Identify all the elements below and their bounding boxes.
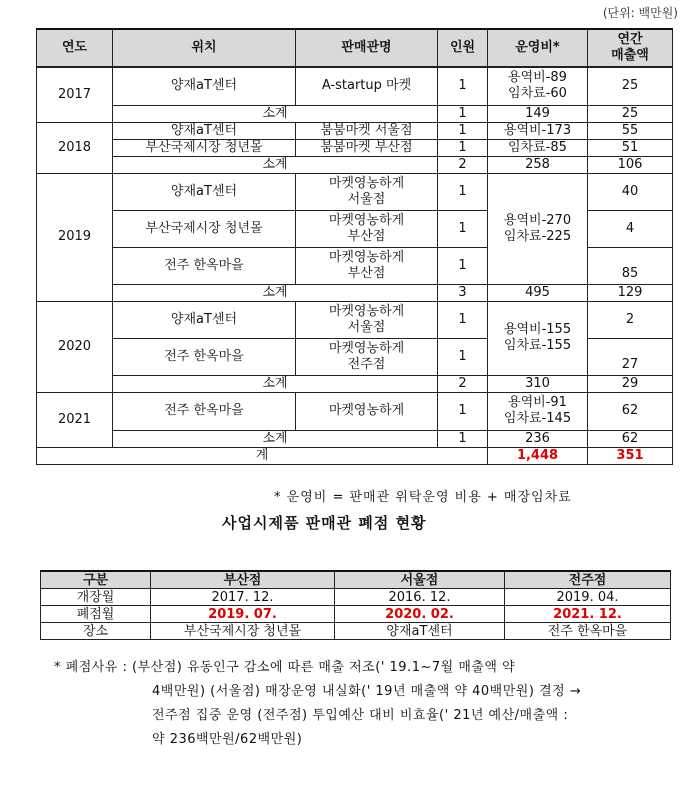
header-year: 연도 <box>37 29 113 67</box>
table-row <box>41 606 671 623</box>
table-header-row <box>37 29 673 67</box>
opcost-cell: 310 <box>488 375 588 392</box>
opcost-cell: 495 <box>488 284 588 301</box>
staff-cell: 1 <box>438 210 488 247</box>
header-category: 구분 <box>41 571 151 589</box>
sales-cell: 4 <box>588 210 673 247</box>
reason-line: 4백만원) (서울점) 매장운영 내실화(' 19년 매출액 약 40백만원) 결정 → <box>152 684 582 699</box>
location-cell: 부산국제시장 청년몰 <box>113 210 296 247</box>
staff-cell: 2 <box>438 156 488 173</box>
staff-cell: 1 <box>438 430 488 447</box>
busan-cell: 2017. 12. <box>151 589 335 606</box>
year-cell: 2019 <box>37 173 113 301</box>
header-seoul: 서울점 <box>335 571 505 589</box>
sales-cell: 55 <box>588 122 673 139</box>
shop-cell: 마켓영농하게 서울점 <box>296 301 438 338</box>
opcost-cell: 258 <box>488 156 588 173</box>
total-sales: 351 <box>588 447 673 464</box>
table-row <box>41 623 671 640</box>
seoul-cell: 양재aT센터 <box>335 623 505 640</box>
operation-table <box>36 28 673 465</box>
opcost-cell: 용역비-91 임차료-145 <box>488 392 588 430</box>
header-sales: 연간 매출액 <box>588 29 673 67</box>
location-cell: 전주 한옥마을 <box>113 247 296 284</box>
row-label: 폐점월 <box>41 606 151 623</box>
location-cell: 전주 한옥마을 <box>113 338 296 375</box>
header-shop: 판매관명 <box>296 29 438 67</box>
table-row <box>37 122 673 139</box>
jeonju-cell: 전주 한옥마을 <box>505 623 671 640</box>
seoul-cell: 2020. 02. <box>335 606 505 623</box>
header-opcost: 운영비* <box>488 29 588 67</box>
staff-cell: 1 <box>438 139 488 156</box>
table-row <box>41 589 671 606</box>
subtotal-label: 소계 <box>113 375 438 392</box>
subtotal-label: 소계 <box>113 105 438 122</box>
header-location: 위치 <box>113 29 296 67</box>
subtotal-label: 소계 <box>113 284 438 301</box>
opcost-footnote: * 운영비 = 판매관 위탁운영 비용 + 매장임차료 <box>274 490 572 505</box>
reason-line: 전주점 집중 운영 (전주점) 투입예산 대비 비효율(' 21년 예산/매출액 : <box>152 708 569 723</box>
table-row <box>37 392 673 430</box>
staff-cell: 1 <box>438 338 488 375</box>
subtotal-row <box>37 105 673 122</box>
table-row <box>37 67 673 105</box>
staff-cell: 1 <box>438 67 488 105</box>
sales-cell: 129 <box>588 284 673 301</box>
subtotal-row <box>37 284 673 301</box>
sales-cell: 62 <box>588 430 673 447</box>
subtotal-row <box>37 375 673 392</box>
opcost-cell: 용역비-270 임차료-225 <box>488 173 588 284</box>
shop-cell: 붐붐마켓 부산점 <box>296 139 438 156</box>
staff-cell: 1 <box>438 105 488 122</box>
location-cell: 양재aT센터 <box>113 173 296 210</box>
busan-cell: 부산국제시장 청년몰 <box>151 623 335 640</box>
location-cell: 양재aT센터 <box>113 67 296 105</box>
opcost-cell: 용역비-155 임차료-155 <box>488 301 588 375</box>
sales-cell: 51 <box>588 139 673 156</box>
sales-cell: 106 <box>588 156 673 173</box>
section-title: 사업시제품 판매관 폐점 현황 <box>222 514 427 532</box>
jeonju-cell: 2021. 12. <box>505 606 671 623</box>
sales-cell: 62 <box>588 392 673 430</box>
header-jeonju: 전주점 <box>505 571 671 589</box>
opcost-cell: 용역비-173 <box>488 122 588 139</box>
sales-cell: 25 <box>588 105 673 122</box>
year-cell: 2020 <box>37 301 113 392</box>
reason-line: 약 236백만원/62백만원) <box>152 732 303 747</box>
subtotal-label: 소계 <box>113 156 438 173</box>
opcost-cell: 용역비-89 임차료-60 <box>488 67 588 105</box>
subtotal-row <box>37 430 673 447</box>
total-row <box>37 447 673 464</box>
staff-cell: 1 <box>438 247 488 284</box>
year-cell: 2018 <box>37 122 113 173</box>
year-cell: 2017 <box>37 67 113 122</box>
header-staff: 인원 <box>438 29 488 67</box>
header-busan: 부산점 <box>151 571 335 589</box>
sales-cell: 40 <box>588 173 673 210</box>
subtotal-label: 소계 <box>113 430 438 447</box>
location-cell: 전주 한옥마을 <box>113 392 296 430</box>
staff-cell: 3 <box>438 284 488 301</box>
shop-cell: 마켓영농하게 부산점 <box>296 247 438 284</box>
sales-cell: 25 <box>588 67 673 105</box>
location-cell: 양재aT센터 <box>113 301 296 338</box>
row-label: 개장월 <box>41 589 151 606</box>
shop-cell: 붐붐마켓 서울점 <box>296 122 438 139</box>
shop-cell: 마켓영농하게 전주점 <box>296 338 438 375</box>
staff-cell: 1 <box>438 122 488 139</box>
opcost-cell: 임차료-85 <box>488 139 588 156</box>
closure-reason <box>54 656 674 752</box>
staff-cell: 2 <box>438 375 488 392</box>
shop-cell: A-startup 마켓 <box>296 67 438 105</box>
closure-header-row <box>41 571 671 589</box>
table-row <box>37 301 673 338</box>
year-cell: 2021 <box>37 392 113 447</box>
shop-cell: 마켓영농하게 서울점 <box>296 173 438 210</box>
reason-line: * 폐점사유 : (부산점) 유동인구 감소에 따른 매출 저조(' 19.1~7월 매출액 약 <box>54 660 516 675</box>
seoul-cell: 2016. 12. <box>335 589 505 606</box>
opcost-cell: 149 <box>488 105 588 122</box>
opcost-cell: 236 <box>488 430 588 447</box>
sales-cell: 29 <box>588 375 673 392</box>
busan-cell: 2019. 07. <box>151 606 335 623</box>
shop-cell: 마켓영농하게 <box>296 392 438 430</box>
table-row <box>37 173 673 210</box>
subtotal-row <box>37 156 673 173</box>
table-row <box>37 139 673 156</box>
row-label: 장소 <box>41 623 151 640</box>
location-cell: 부산국제시장 청년몰 <box>113 139 296 156</box>
total-opcost: 1,448 <box>488 447 588 464</box>
total-label: 계 <box>37 447 488 464</box>
shop-cell: 마켓영농하게 부산점 <box>296 210 438 247</box>
sales-cell: 2 <box>588 301 673 338</box>
staff-cell: 1 <box>438 173 488 210</box>
jeonju-cell: 2019. 04. <box>505 589 671 606</box>
sales-cell: 85 <box>588 247 673 284</box>
location-cell: 양재aT센터 <box>113 122 296 139</box>
sales-cell: 27 <box>588 338 673 375</box>
closure-table <box>40 570 671 640</box>
staff-cell: 1 <box>438 392 488 430</box>
staff-cell: 1 <box>438 301 488 338</box>
unit-note: (단위: 백만원) <box>602 6 678 20</box>
